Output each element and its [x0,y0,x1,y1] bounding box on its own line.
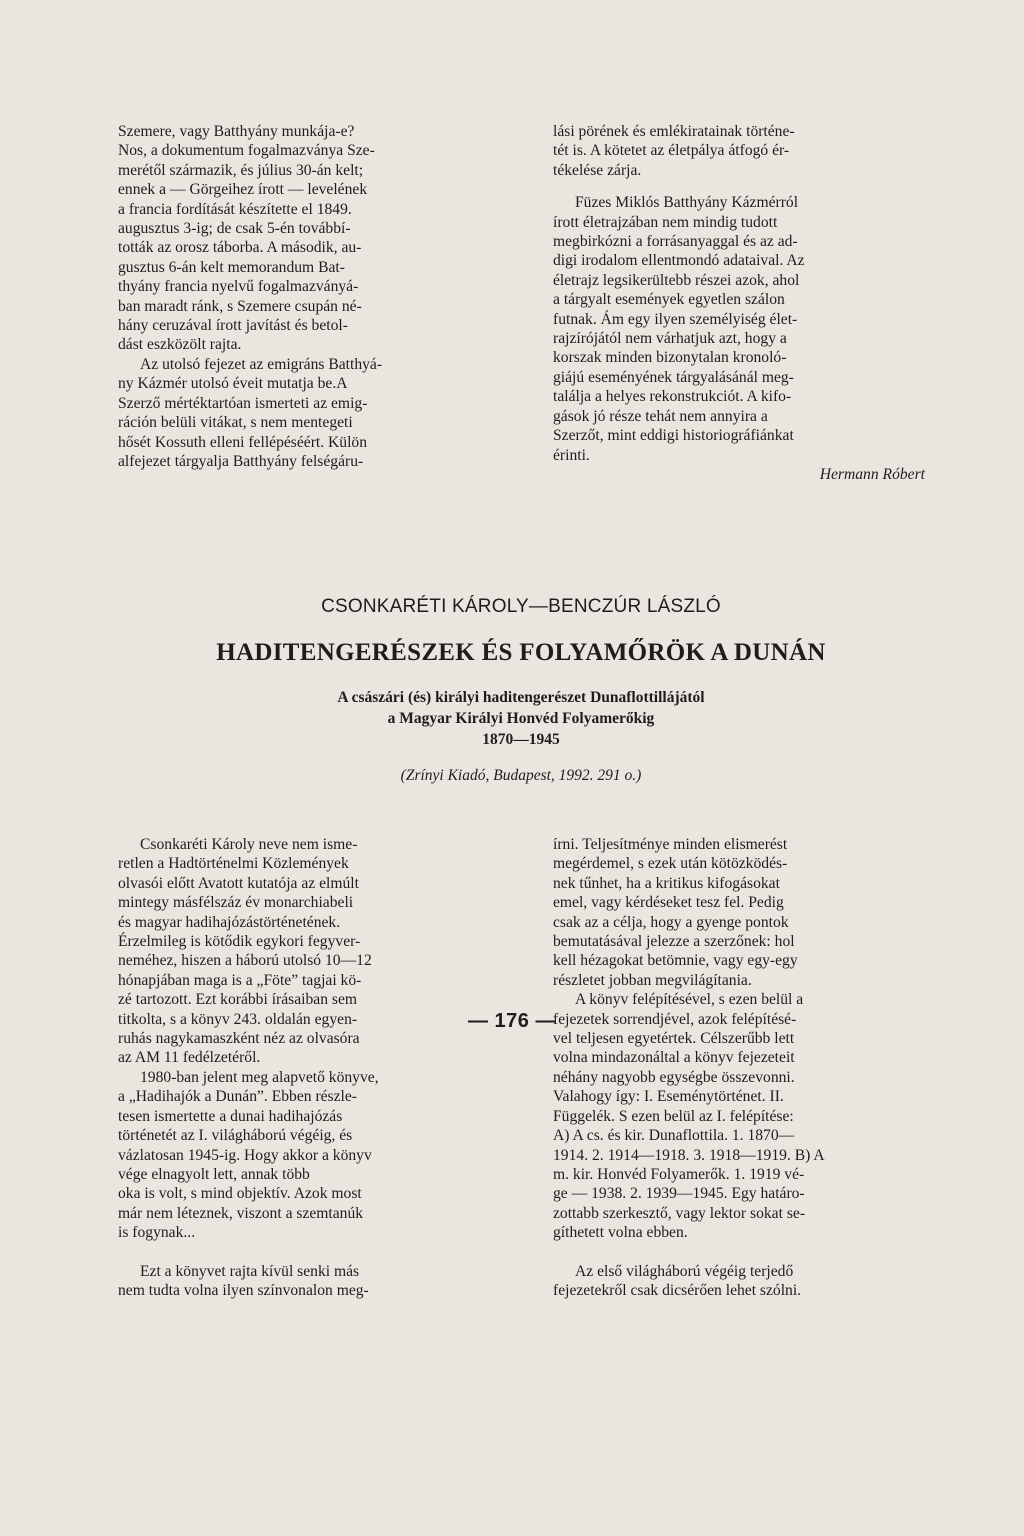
text-line: és magyar hadihajózástörténetének. [118,913,341,931]
text-line: oka is volt, s mind objektív. Azok most [118,1185,362,1203]
review-header [118,596,924,785]
subtitle-line: A császári (és) királyi haditengerészet Dunaflottillájától [337,689,705,706]
subtitle-line: 1870—1945 [482,731,560,748]
text-line: történetét az I. világháború végéig, és [118,1127,353,1145]
text-line: már nem léteznek, viszont a szemtanúk [118,1204,364,1222]
text-line: Füzes Miklós Batthyány Kázmérról [575,194,799,212]
text-line: zottabb szerkesztő, vagy lektor sokat se- [553,1204,806,1222]
text-line: Szemere, vagy Batthyány munkája-e? [118,123,355,140]
text-line: hősét Kossuth elleni fellépéséért. Külön [118,433,368,451]
text-line: a tárgyalt események egyetlen szálon [553,291,785,309]
text-line: neméhez, hiszen a háború utolsó 10—12 [118,952,372,970]
text-line: 1980-ban jelent meg alapvető könyve, [140,1068,379,1086]
text-line: életrajz legsikerültebb részei azok, ahol [553,271,800,289]
text-line: korszak minden bizonytalan kronoló- [553,349,787,367]
text-line: tét is. A kötetet az életpálya átfogó ér- [553,142,790,160]
publisher-info: (Zrínyi Kiadó, Budapest, 1992. 291 o.) [400,767,642,784]
text-line: gusztus 6-án kelt memorandum Bat- [118,258,345,276]
column-bottom-right [553,835,925,1300]
text-line: találja a helyes rekonstrukciót. A kifo- [553,388,792,406]
text-line: Az utolsó fejezet az emigráns Batthyá- [140,355,383,373]
text-line: A) A cs. és kir. Dunaflottila. 1. 1870— [553,1127,795,1145]
text-line: Függelék. S ezen belül az I. felépítése: [553,1107,794,1125]
text-line: vázlatosan 1945-ig. Hogy akkor a könyv [118,1146,372,1164]
text-line: augusztus 3-ig; de csak 5-én továbbí- [118,220,351,238]
text-line: ennek a — Görgeihez írott — levelének [118,181,368,199]
text-line: ban maradt ránk, s Szemere csupán né- [118,297,362,315]
text-line: thyány francia nyelvű fogalmazványá- [118,278,359,296]
text-line: tották az orosz táborba. A második, au- [118,239,362,257]
text-line: fejezetekről csak dicsérően lehet szólni. [553,1281,802,1299]
text-line: vége elnagyolt lett, annak több [118,1165,310,1183]
text-line: Ezt a könyvet rajta kívül senki más [140,1262,360,1280]
paragraph [553,193,925,465]
paragraph [553,1262,925,1301]
text-line: néhány nagyobb egységbe összevonni. [553,1068,795,1086]
text-line: hónapjában maga is a „Föte” tagjai kö- [118,971,362,989]
text-line: kell hézagokat betömnie, vagy egy-egy [553,952,798,970]
text-line: az AM 11 fedélzetéről. [118,1049,261,1067]
text-line: írott életrajzában nem mindig tudott [553,213,778,231]
text-line: ráción belüli vitákat, s nem mentegeti [118,414,353,432]
subtitle-line: a Magyar Királyi Honvéd Folyamerőkig [387,710,655,727]
text-line: gások jó része tehát nem annyira a [553,407,768,425]
paragraph [118,1262,494,1301]
text-line: m. kir. Honvéd Folyamerők. 1. 1919 vé- [553,1165,805,1183]
author-signature: Hermann Róbert [819,465,925,483]
column-top-left [118,122,498,471]
text-line: giájú eseményének tárgyalásánál meg- [553,368,794,386]
paragraph [118,355,498,471]
text-line: Nos, a dokumentum fogalmazványa Sze- [118,142,375,160]
text-line: Szerzőt, mint eddigi historiográfiánkat [553,427,794,445]
text-line: nek tűnhet, ha a kritikus kifogásokat [553,874,780,892]
text-line: a „Hadihajók a Dunán”. Ebben részle- [118,1088,357,1106]
text-line: tesen ismertette a dunai hadihajózás [118,1107,343,1125]
text-line: lási pörének és emlékiratainak történe- [553,123,795,140]
text-line: a francia fordítását készítette el 1849. [118,200,352,218]
text-line: mintegy másfélszáz év monarchiabeli [118,894,354,912]
text-line: merétől származik, és július 30-án kelt; [118,161,364,179]
paragraph [118,122,498,355]
text-line: Valahogy így: I. Eseménytörténet. II. [553,1088,784,1106]
text-line: ny Kázmér utolsó éveit mutatja be.A [118,375,348,393]
text-line: ge — 1938. 2. 1939—1945. Egy határo- [553,1185,805,1203]
paragraph [553,835,925,990]
text-line: retlen a Hadtörténelmi Közlemények [118,855,349,873]
text-line: hány ceruzával írott javítást és betol- [118,317,348,335]
book-subtitle [118,687,924,750]
text-line: titkolta, s a könyv 243. oldalán egyen- [118,1010,358,1028]
text-line: 1914. 2. 1914—1918. 3. 1918—1919. B) A [553,1146,825,1164]
text-line: emel, vagy kérdéseket tesz fel. Pedig [553,894,784,912]
text-line: futnak. Ám egy ilyen személyiség élet- [553,310,798,328]
text-line: digi irodalom ellentmondó adataival. Az [553,252,805,270]
text-line: dást eszközölt rajta. [118,336,242,354]
text-line: Szerző mértéktartóan ismerteti az emig- [118,394,368,412]
text-line: megbirkózni a forrásanyaggal és az ad- [553,233,798,251]
text-line: volna mindazonáltal a könyv fejezeteit [553,1049,795,1067]
text-line: nem tudta volna ilyen színvonalon meg- [118,1281,369,1299]
text-line: Csonkaréti Károly neve nem isme- [140,836,358,853]
text-line: ruhás nagykamaszként néz az olvasóra [118,1030,360,1048]
text-line: vel teljesen egyetértek. Célszerűbb lett [553,1030,795,1048]
column-top-right [553,122,925,484]
column-bottom-left [118,835,494,1300]
text-line: olvasói előtt Avatott kutatója az elmúlt [118,874,359,892]
book-authors: CSONKARÉTI KÁROLY—BENCZÚR LÁSZLÓ [321,596,721,617]
text-line: alfejezet tárgyalja Batthyány felségáru- [118,452,364,470]
text-line: Érzelmileg is kötődik egykori fegyver- [118,933,361,951]
text-line: bemutatásával jelezze a szerzőnek: hol [553,933,795,951]
text-line: is fogynak... [118,1224,196,1242]
text-line: megérdemel, s ezek után kötözködés- [553,855,788,873]
text-line: A könyv felépítésével, s ezen belül a [575,991,804,1009]
text-line: írni. Teljesítménye minden elismerést [553,836,788,853]
paragraph [553,122,925,180]
text-line: tékelése zárja. [553,161,642,179]
text-line: csak az a célja, hogy a gyenge pontok [553,913,789,931]
text-line: részletet jobban megvilágítania. [553,971,752,989]
text-line: rajzírójától nem várhatjuk azt, hogy a [553,330,787,348]
text-line: Az első világháború végéig terjedő [575,1262,794,1280]
text-line: zé tartozott. Ezt korábbi írásaiban sem [118,991,358,1009]
text-line: fejezetek sorrendjével, azok felépítésé- [553,1010,797,1028]
page-number [0,1010,1024,1033]
book-title: HADITENGERÉSZEK ÉS FOLYAMŐRÖK A DUNÁN [216,639,826,666]
text-line: gíthetett volna ebben. [553,1224,688,1242]
page-number-text: — 176 — [468,1010,556,1032]
text-line: érinti. [553,446,590,464]
paragraph [118,1068,494,1243]
